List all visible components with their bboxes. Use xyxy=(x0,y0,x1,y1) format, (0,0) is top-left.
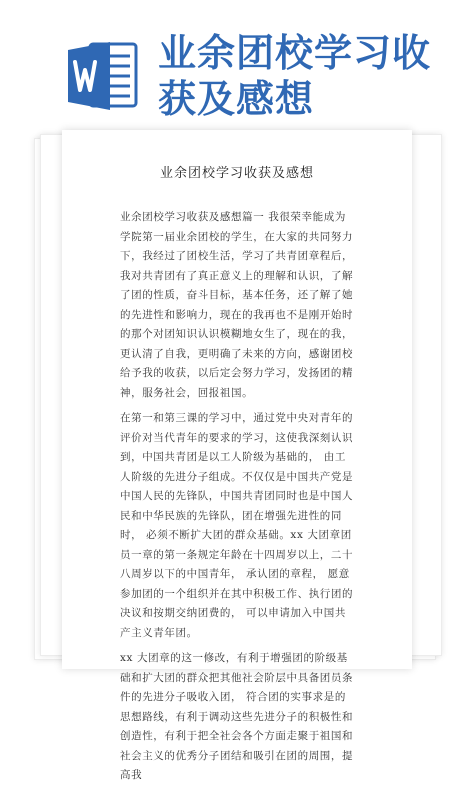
word-document-icon xyxy=(68,40,138,112)
document-page xyxy=(62,130,412,781)
document-paragraph: xx 大团章的这一修改，有利于增强团的阶级基础和扩大团的群众把其他社会阶层中具备团员条件的先进分子吸收入团， 符合团的实事求是的思想路线，有利于调动这些先进分子的积极性和创造性，有利于把全社会各个方面走聚于祖国和社会主义的优秀分子团结和吸引在团的周围，提高我 xyxy=(120,652,354,781)
document-paragraph: 业余团校学习收获及感想篇一 我很荣幸能成为学院第一届业余团校的学生，在大家的共同努力下，我经过了团校生活，学习了共青团章程后，我对共青团有了真正意义上的理解和认识，了解了团的性质，奋斗目标，基本任务，还了解了她的先进性和影响力，现在的我再也不是刚开始时的那个对团知识认识模糊地女生了，现在的我，更认清了自我，更明确了未来的方向，感谢团校给予我的收获，以后定会努力学习，发扬团的精神，服务社会，回报祖国。 xyxy=(120,211,354,399)
document-title: 业余团校学习收获及感想 xyxy=(159,166,314,181)
page-title: 业余团校学习收获及感想 xyxy=(158,31,432,121)
document-paragraph: 在第一和第三课的学习中，通过党中央对青年的评价对当代青年的要求的学习，这使我深刻认识到，中国共青团是以工人阶级为基础的， 由工人阶级的先进分子组成。不仅仅是中国共产党是中国人民的先锋队，中国共青团同时也是中国人民和中华民族的先锋队，团在增强先进性的同时， 必须不断扩大团的群众基础。xx 大团章团员一章的第一条规定年龄在十四周岁以上，二十八周岁以下的中国青年， 承认团的章程， 愿意参加团的一个组织并在其中积极工作、执行团的决议和按期交纳团费的， 可以申请加入中国共产主义青年团。 xyxy=(120,412,354,639)
document-body xyxy=(120,208,356,786)
page-header xyxy=(0,0,474,128)
